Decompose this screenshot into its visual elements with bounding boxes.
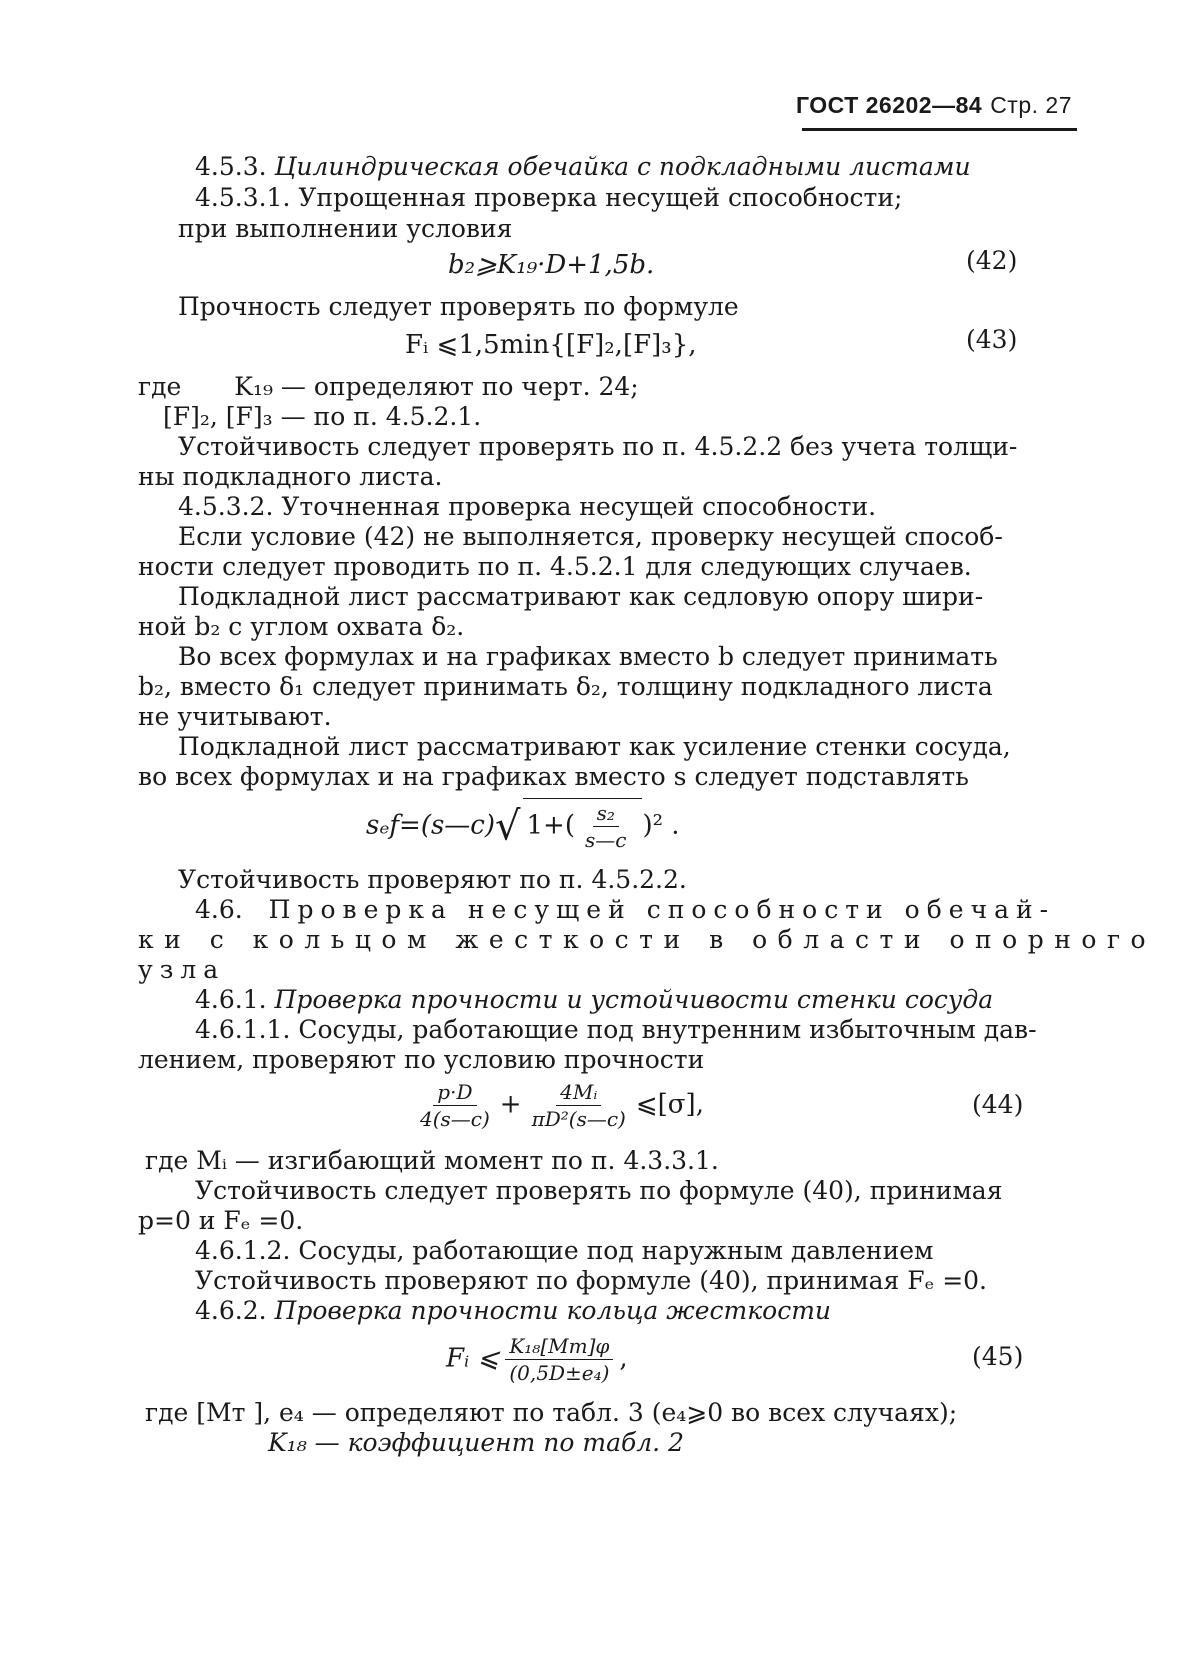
text-line: K₁₈ — коэффициент по табл. 2	[268, 1428, 684, 1457]
fraction-2: $\frac{\text{4Mᵢ}}{\text{πD²(s—c)}}$	[531, 1080, 626, 1131]
text-line: Прочность следует проверять по формуле	[178, 292, 739, 321]
formula-44: $\frac{p\cdot D}{4(s—c)}$ + $\frac{\text{4Mᵢ}}{\text{πD²(s—c)}}$ ⩽[σ],	[410, 1080, 704, 1131]
text-line: Устойчивость следует проверять по п. 4.5.2.2 без учета толщи-	[178, 432, 1018, 461]
text-line: Устойчивость проверяют по п. 4.5.2.2.	[178, 865, 687, 894]
formula-43: Fᵢ ⩽1,5min{[F]₂,[F]₃},	[405, 330, 697, 360]
where-clause: где K₁₉ — определяют по черт. 24;	[138, 372, 639, 401]
text-line: узла	[138, 955, 226, 984]
text-line: Устойчивость следует проверять по формуле (40), принимая	[195, 1176, 1003, 1205]
equation-number-45: (45)	[972, 1342, 1024, 1371]
text-line: b₂, вместо δ₁ следует принимать δ₂, толщину подкладного листа	[138, 672, 993, 701]
gost-number: ГОСТ 26202—84	[796, 92, 983, 118]
header-rule	[802, 128, 1077, 131]
text-line: 4.5.3.2. Уточненная проверка несущей способности.	[178, 492, 877, 521]
text-line: 4.5.3.1. Упрощенная проверка несущей способности;	[195, 183, 903, 212]
text-line: Если условие (42) не выполняется, проверку несущей способ-	[178, 522, 1003, 551]
section-4-6-2-heading: 4.6.2. Проверка прочности кольца жесткости	[195, 1296, 831, 1325]
radical-sign: √	[495, 803, 521, 850]
formula-45: Fᵢ ⩽ $\frac{\text{K₁₈[Mт]φ}}{\text{(0,5D±e₄)}}$ ,	[446, 1334, 628, 1385]
text-line: [F]₂, [F]₃ — по п. 4.5.2.1.	[163, 402, 482, 431]
radicand: 1+( $\frac{\text{s₂}}{s—c}$	[523, 798, 643, 852]
text-line: 4.6.1.1. Сосуды, работающие под внутренним избыточным дав-	[195, 1015, 1037, 1044]
text-line: во всех формулах и на графиках вместо s следует подставлять	[138, 762, 969, 791]
page-header	[796, 92, 1072, 119]
equation-number-44: (44)	[972, 1090, 1024, 1119]
formula-42: b₂⩾K₁₉·D+1,5b.	[448, 250, 655, 280]
text-line: Подкладной лист рассматривают как усиление стенки сосуда,	[178, 732, 1011, 761]
fraction: $\frac{\text{s₂}}{s—c}$	[585, 801, 627, 852]
text-line: не учитывают.	[138, 702, 332, 731]
equation-number-42: (42)	[966, 246, 1018, 275]
text-line: Подкладной лист рассматривают как седловую опору шири-	[178, 582, 984, 611]
formula-s-ef: sₑf=(s—c)√ 1+( $\frac{\text{s₂}}{s—c}$ )² .	[366, 798, 680, 852]
text-line: p=0 и Fₑ =0.	[138, 1206, 304, 1235]
text-line: ности следует проводить по п. 4.5.2.1 для следующих случаев.	[138, 552, 972, 581]
fraction-1: $\frac{p\cdot D}{4(s—c)}$	[420, 1080, 490, 1131]
text-line: Во всех формулах и на графиках вместо b следует принимать	[178, 642, 998, 671]
section-4-6-heading: 4.6. Проверка несущей способности обечай-	[195, 895, 1056, 924]
text-line: ны подкладного листа.	[138, 462, 443, 491]
text-line: 4.6.1.2. Сосуды, работающие под наружным давлением	[195, 1236, 934, 1265]
section-4-6-1-heading: 4.6.1. Проверка прочности и устойчивости стенки сосуда	[195, 985, 994, 1014]
text-line: Устойчивость проверяют по формуле (40), принимая Fₑ =0.	[195, 1266, 987, 1295]
text-line: при выполнении условия	[178, 214, 513, 243]
text-line: лением, проверяют по условию прочности	[138, 1045, 705, 1074]
page-number: Стр. 27	[990, 92, 1072, 118]
text-line: где [Mт ], e₄ — определяют по табл. 3 (e₄⩾0 во всех случаях);	[145, 1398, 958, 1427]
text-line: ной b₂ с углом охвата δ₂.	[138, 612, 465, 641]
text-line: где Mᵢ — изгибающий момент по п. 4.3.3.1.	[145, 1146, 719, 1175]
equation-number-43: (43)	[966, 325, 1018, 354]
section-4-5-3-heading: 4.5.3. Цилиндрическая обечайка с подкладными листами	[195, 152, 971, 181]
text-line: ки с кольцом жесткости в области опорного	[138, 925, 1157, 954]
fraction: $\frac{\text{K₁₈[Mт]φ}}{\text{(0,5D±e₄)}}$	[505, 1334, 613, 1385]
